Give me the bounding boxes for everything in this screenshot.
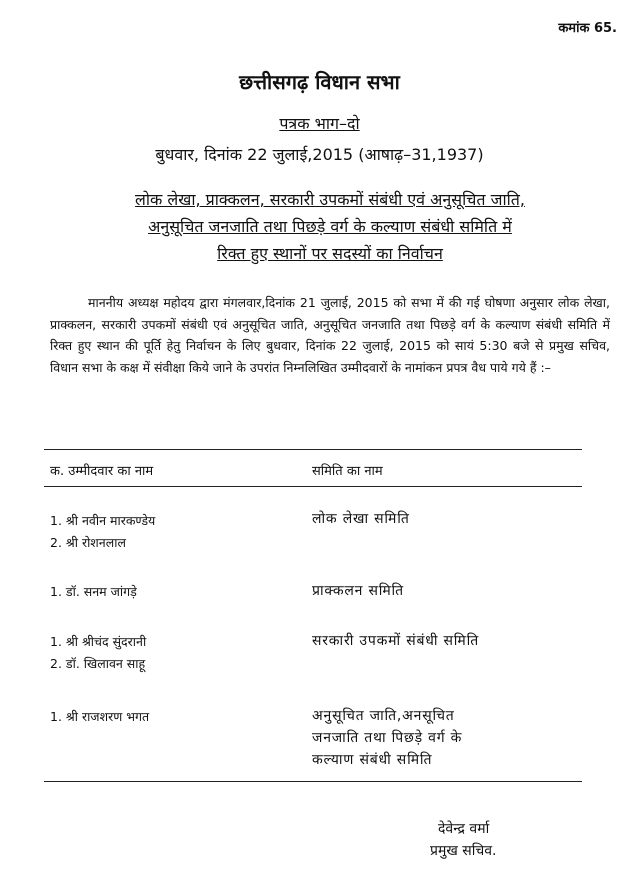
table-row-candidates: [50, 510, 290, 554]
table-row-committee: [312, 705, 582, 771]
table-row-candidates: [50, 706, 290, 728]
part-heading: [0, 112, 639, 134]
candidate-name: 1. श्री राजशरण भगत: [50, 709, 150, 724]
table-top-rule: [44, 449, 582, 450]
candidate-name: 1. श्री श्रीचंद सुंदरानी: [50, 634, 147, 649]
part-heading-text: पत्रक भाग–दो: [279, 114, 360, 133]
subject-line: लोक लेखा, प्राक्कलन, सरकारी उपकमों संबंधी एवं अनुसूचित जाति,: [135, 190, 525, 209]
column-header-candidate: क. उम्मीदवार का नाम: [50, 464, 154, 479]
column-header-committee: समिति का नाम: [312, 464, 383, 479]
table-row-committee: [312, 508, 582, 530]
table-row-candidates: [50, 581, 290, 603]
subject-line: रिक्त हुए स्थानों पर सदस्यों का निर्वाचन: [217, 244, 443, 263]
candidate-name: 2. डॉ. खिलावन साहू: [50, 656, 146, 671]
body-paragraph: माननीय अध्यक्ष महोदय द्वारा मंगलवार,दिनांक 21 जुलाई, 2015 को सभा में की गई घोषणा अनुसार लोक लेखा, प्राक्कलन, सरकारी उपकमों संबंधी एवं अनुसूचित जाति, अनुसूचित जनजाति तथा पिछड़े वर्ग के कल्याण संबंधी समिति में रिक्त हुए स्थान की पूर्ति हेतु निर्वाचन के लिए बुधवार, दिनांक 22 जुलाई, 2015 को सायं 5:30 बजे से प्रमुख सचिव, विधान सभा के कक्ष में संवीक्षा किये जाने के उपरांत निम्नलिखित उम्मीदवारों के नामांकन प्रपत्र वैध पाये गये हैं :–: [50, 295, 610, 375]
committee-name: कल्याण संबंधी समिति: [312, 752, 433, 768]
candidate-name: 2. श्री रोशनलाल: [50, 535, 126, 550]
committee-name: अनुसूचित जाति,अनसूचित: [312, 708, 455, 724]
serial-number: कमांक 65.: [558, 21, 617, 36]
signatory-name: देवेन्द्र वर्मा: [438, 821, 490, 837]
signatory-designation: प्रमुख सचिव.: [430, 843, 497, 859]
table-row-candidates: [50, 631, 290, 675]
table-row-committee: [312, 630, 582, 652]
committee-name: सरकारी उपकमों संबंधी समिति: [312, 633, 480, 649]
committee-name: लोक लेखा समिति: [312, 511, 410, 527]
date-line: बुधवार, दिनांक 22 जुलाई,2015 (आषाढ़–31,1937): [155, 145, 484, 164]
subject-line: अनुसूचित जनजाति तथा पिछड़े वर्ग के कल्याण संबंधी समिति में: [148, 217, 512, 236]
candidate-name: 1. डॉ. सनम जांगड़े: [50, 584, 137, 599]
subject-heading: [50, 186, 610, 267]
table-bottom-rule: [44, 781, 582, 782]
assembly-title: छत्तीसगढ़ विधान सभा: [239, 70, 400, 94]
table-row-committee: [312, 580, 582, 602]
table-header-rule: [44, 486, 582, 487]
candidate-name: 1. श्री नवीन मारकण्डेय: [50, 513, 156, 528]
committee-name: प्राक्कलन समिति: [312, 583, 404, 599]
signature-block: [430, 818, 630, 862]
committee-name: जनजाति तथा पिछड़े वर्ग के: [312, 730, 463, 746]
